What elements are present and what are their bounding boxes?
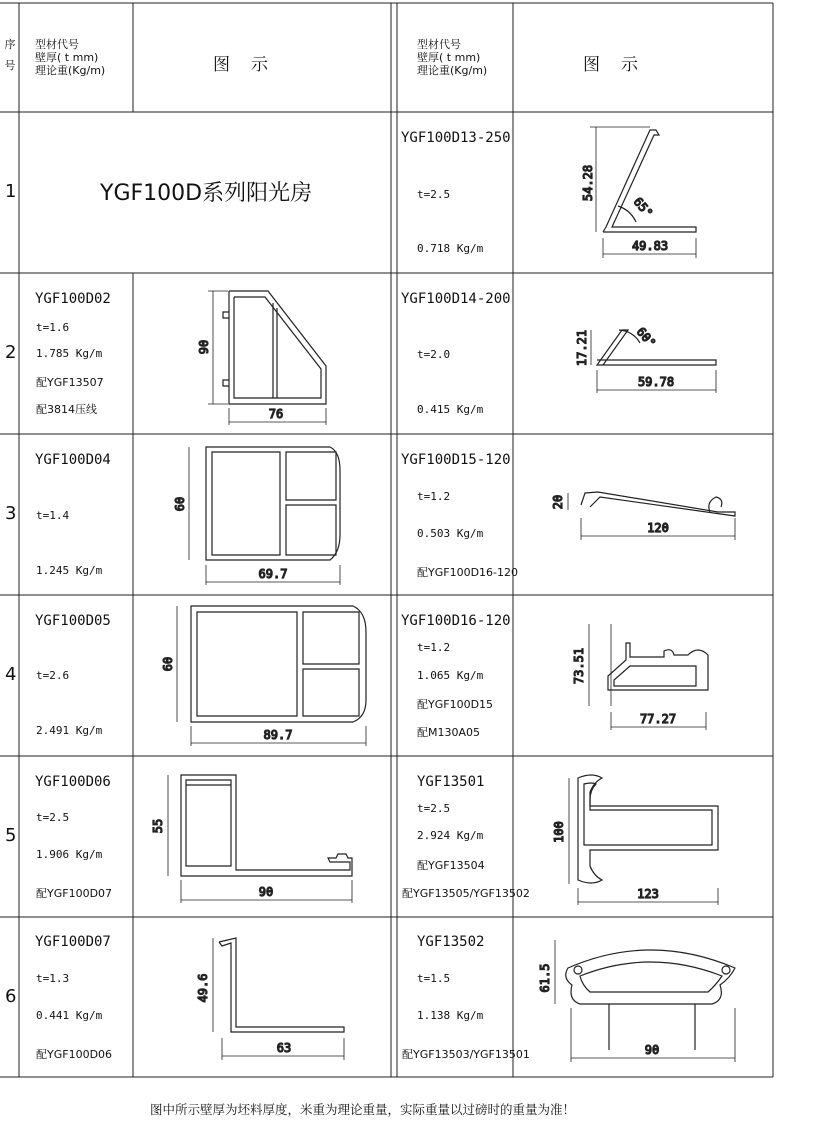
dim-label: 60: [161, 656, 175, 672]
header-weight-label: 理论重(Kg/m): [35, 64, 106, 77]
profile-weight: 2.924 Kg/m: [417, 829, 484, 842]
profile-drawing-d02: [208, 291, 326, 425]
profile-match: 配YGF13505/YGF13502: [402, 887, 530, 900]
profile-weight: 1.245 Kg/m: [36, 564, 103, 577]
profile-weight: 0.415 Kg/m: [417, 403, 484, 416]
profile-thickness: t=2.6: [36, 669, 70, 682]
dim-label: 59.78: [637, 375, 675, 389]
profile-thickness: t=1.2: [417, 490, 451, 503]
dim-label: 60°: [633, 324, 659, 351]
dim-label: 20: [551, 494, 565, 510]
profile-thickness: t=2.0: [417, 348, 451, 361]
header-code-label: 型材代号: [417, 38, 461, 51]
profile-drawing-d04: [189, 447, 340, 585]
profile-weight: 0.718 Kg/m: [417, 242, 484, 255]
dim-label: 90: [197, 339, 211, 355]
left-figure-header: 图 示: [213, 55, 270, 75]
footer-note: 图中所示壁厚为坯料厚度，米重为理论重量，实际重量以过磅时的重量为准！: [150, 1102, 576, 1117]
profile-code: YGF100D16-120: [401, 613, 511, 629]
profile-code: YGF100D14-200: [401, 291, 511, 307]
dim-label: 90: [644, 1043, 660, 1057]
row-number: 4: [5, 664, 17, 685]
row-number: 2: [5, 342, 17, 363]
profile-match: 配YGF13507: [36, 376, 104, 389]
profile-weight: 1.906 Kg/m: [36, 848, 103, 861]
profile-match: 配YGF13503/YGF13501: [402, 1048, 530, 1061]
profile-match: 配M130A05: [417, 726, 481, 739]
dim-label: 60: [173, 496, 187, 512]
dim-label: 120: [647, 521, 669, 535]
dim-label: 77.27: [639, 712, 677, 726]
profile-code: YGF100D06: [35, 774, 111, 790]
profile-thickness: t=1.6: [36, 321, 70, 334]
profile-weight: 1.785 Kg/m: [36, 347, 103, 360]
profile-drawing-13501: [569, 775, 718, 905]
profile-match: 配YGF100D16-120: [417, 566, 518, 579]
profile-code: YGF100D15-120: [401, 452, 511, 468]
row-number: 3: [5, 503, 17, 524]
profile-thickness: t=2.5: [36, 811, 70, 824]
dim-label: 76: [268, 407, 284, 421]
dim-label: 63: [276, 1041, 292, 1055]
profile-code: YGF100D04: [35, 452, 111, 468]
index-header-top: 序: [4, 38, 16, 51]
profile-thickness: t=1.2: [417, 641, 451, 654]
profile-thickness: t=1.4: [36, 509, 70, 522]
profile-thickness: t=2.5: [417, 802, 451, 815]
profile-code: YGF100D02: [35, 291, 111, 307]
profile-weight: 1.065 Kg/m: [417, 669, 484, 682]
dim-label: 49.83: [631, 239, 669, 253]
header-weight-label: 理论重(Kg/m): [417, 64, 488, 77]
series-title: YGF100D系列阳光房: [100, 181, 313, 206]
profile-code: YGF100D07: [35, 934, 111, 950]
profile-match: 配3814压线: [36, 403, 97, 416]
profile-match: 配YGF13504: [417, 859, 485, 872]
profile-code: YGF13502: [417, 934, 485, 950]
dim-label: 89.7: [263, 728, 293, 742]
dim-label: 73.51: [572, 647, 586, 685]
header-code-label: 型材代号: [35, 38, 79, 51]
dim-label: 61.5: [538, 963, 552, 993]
row-number: 1: [5, 181, 17, 202]
profile-thickness: t=2.5: [417, 188, 451, 201]
profile-thickness: t=1.5: [417, 972, 451, 985]
profile-weight: 1.138 Kg/m: [417, 1009, 484, 1022]
dim-label: 90: [258, 885, 274, 899]
dim-label: 54.28: [581, 164, 595, 202]
dim-label: 55: [151, 818, 165, 834]
header-thickness-label: 壁厚( t mm): [35, 51, 99, 64]
profile-drawing-d06: [168, 775, 352, 903]
dim-label: 123: [637, 887, 659, 901]
dim-label: 69.7: [258, 567, 288, 581]
profile-code: YGF100D05: [35, 613, 111, 629]
dim-label: 17.21: [575, 329, 589, 367]
dim-label: 100: [552, 821, 566, 843]
dim-label: 65°: [630, 194, 656, 221]
row-number: 5: [5, 825, 17, 846]
profile-thickness: t=1.3: [36, 972, 70, 985]
right-figure-header: 图 示: [583, 55, 640, 75]
profile-match: 配YGF100D07: [36, 887, 113, 900]
profile-code: YGF13501: [417, 774, 485, 790]
profile-weight: 0.503 Kg/m: [417, 527, 484, 540]
dim-label: 49.6: [196, 973, 210, 1003]
profile-match: 配YGF100D15: [417, 698, 494, 711]
profile-match: 配YGF100D06: [36, 1048, 113, 1061]
profile-code: YGF100D13-250: [401, 130, 511, 146]
index-header-bottom: 号: [4, 59, 16, 72]
header-thickness-label: 壁厚( t mm): [417, 51, 481, 64]
row-number: 6: [5, 986, 17, 1007]
profile-drawing-d05: [177, 606, 366, 746]
profile-weight: 0.441 Kg/m: [36, 1009, 103, 1022]
profile-weight: 2.491 Kg/m: [36, 724, 103, 737]
